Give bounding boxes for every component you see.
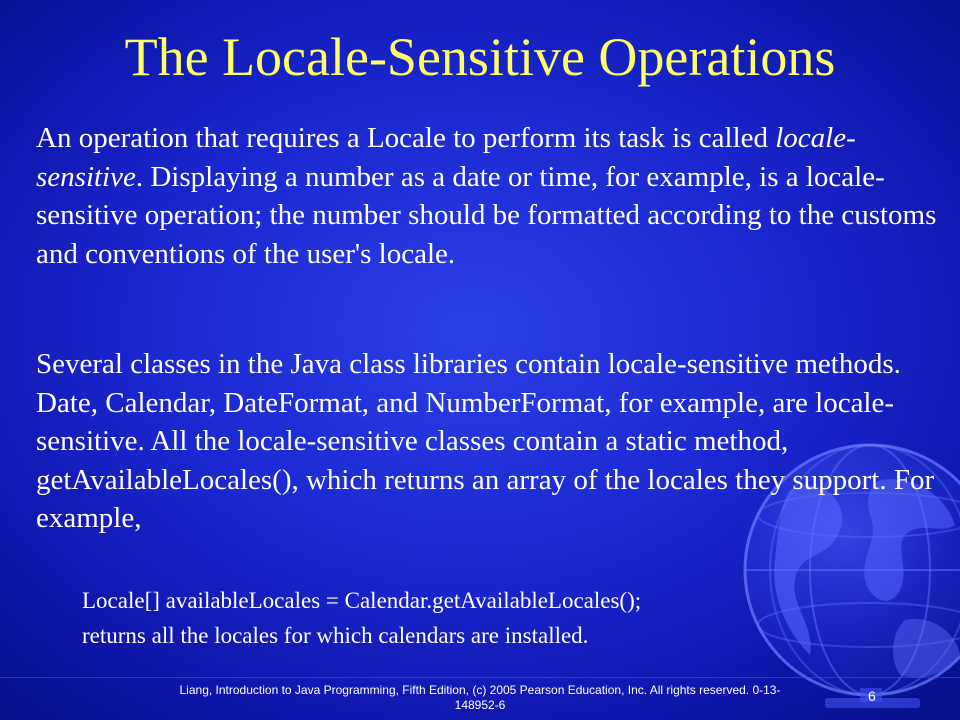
slide-title: The Locale-Sensitive Operations [124,27,836,87]
paragraph1-text-end: . Displaying a number as a date or time, for example, is a locale-sensitive operation; the number should be formatted according to the customs and conventions of the user's locale. [36,160,937,270]
paragraph-locale-sensitive-definition [36,119,946,273]
code-example-line: Locale[] availableLocales = Calendar.getAvailableLocales(); [82,588,642,613]
paragraph-locale-sensitive-classes: Several classes in the Java class libraries contain locale-sensitive methods. Date, Calendar, DateFormat, and NumberFormat, for example, are locale-sensitive. All the locale-sensitive classes contain a static method, getAvailableLocales(), which returns an array of the locales they support. For example, [36,348,935,534]
footer-copyright: Liang, Introduction to Java Programming, Fifth Edition, (c) 2005 Pearson Education, Inc. All rights reserved. 0-13-148952-6 [179,683,781,712]
paragraph1-emphasis: locale-sensitive [36,122,856,193]
paragraph1-text-start: An operation that requires a Locale to perform its task is called [36,122,776,154]
page-number: 6 [868,688,876,704]
footer-divider [0,677,960,678]
code-example-note: returns all the locales for which calendars are installed. [82,623,589,648]
